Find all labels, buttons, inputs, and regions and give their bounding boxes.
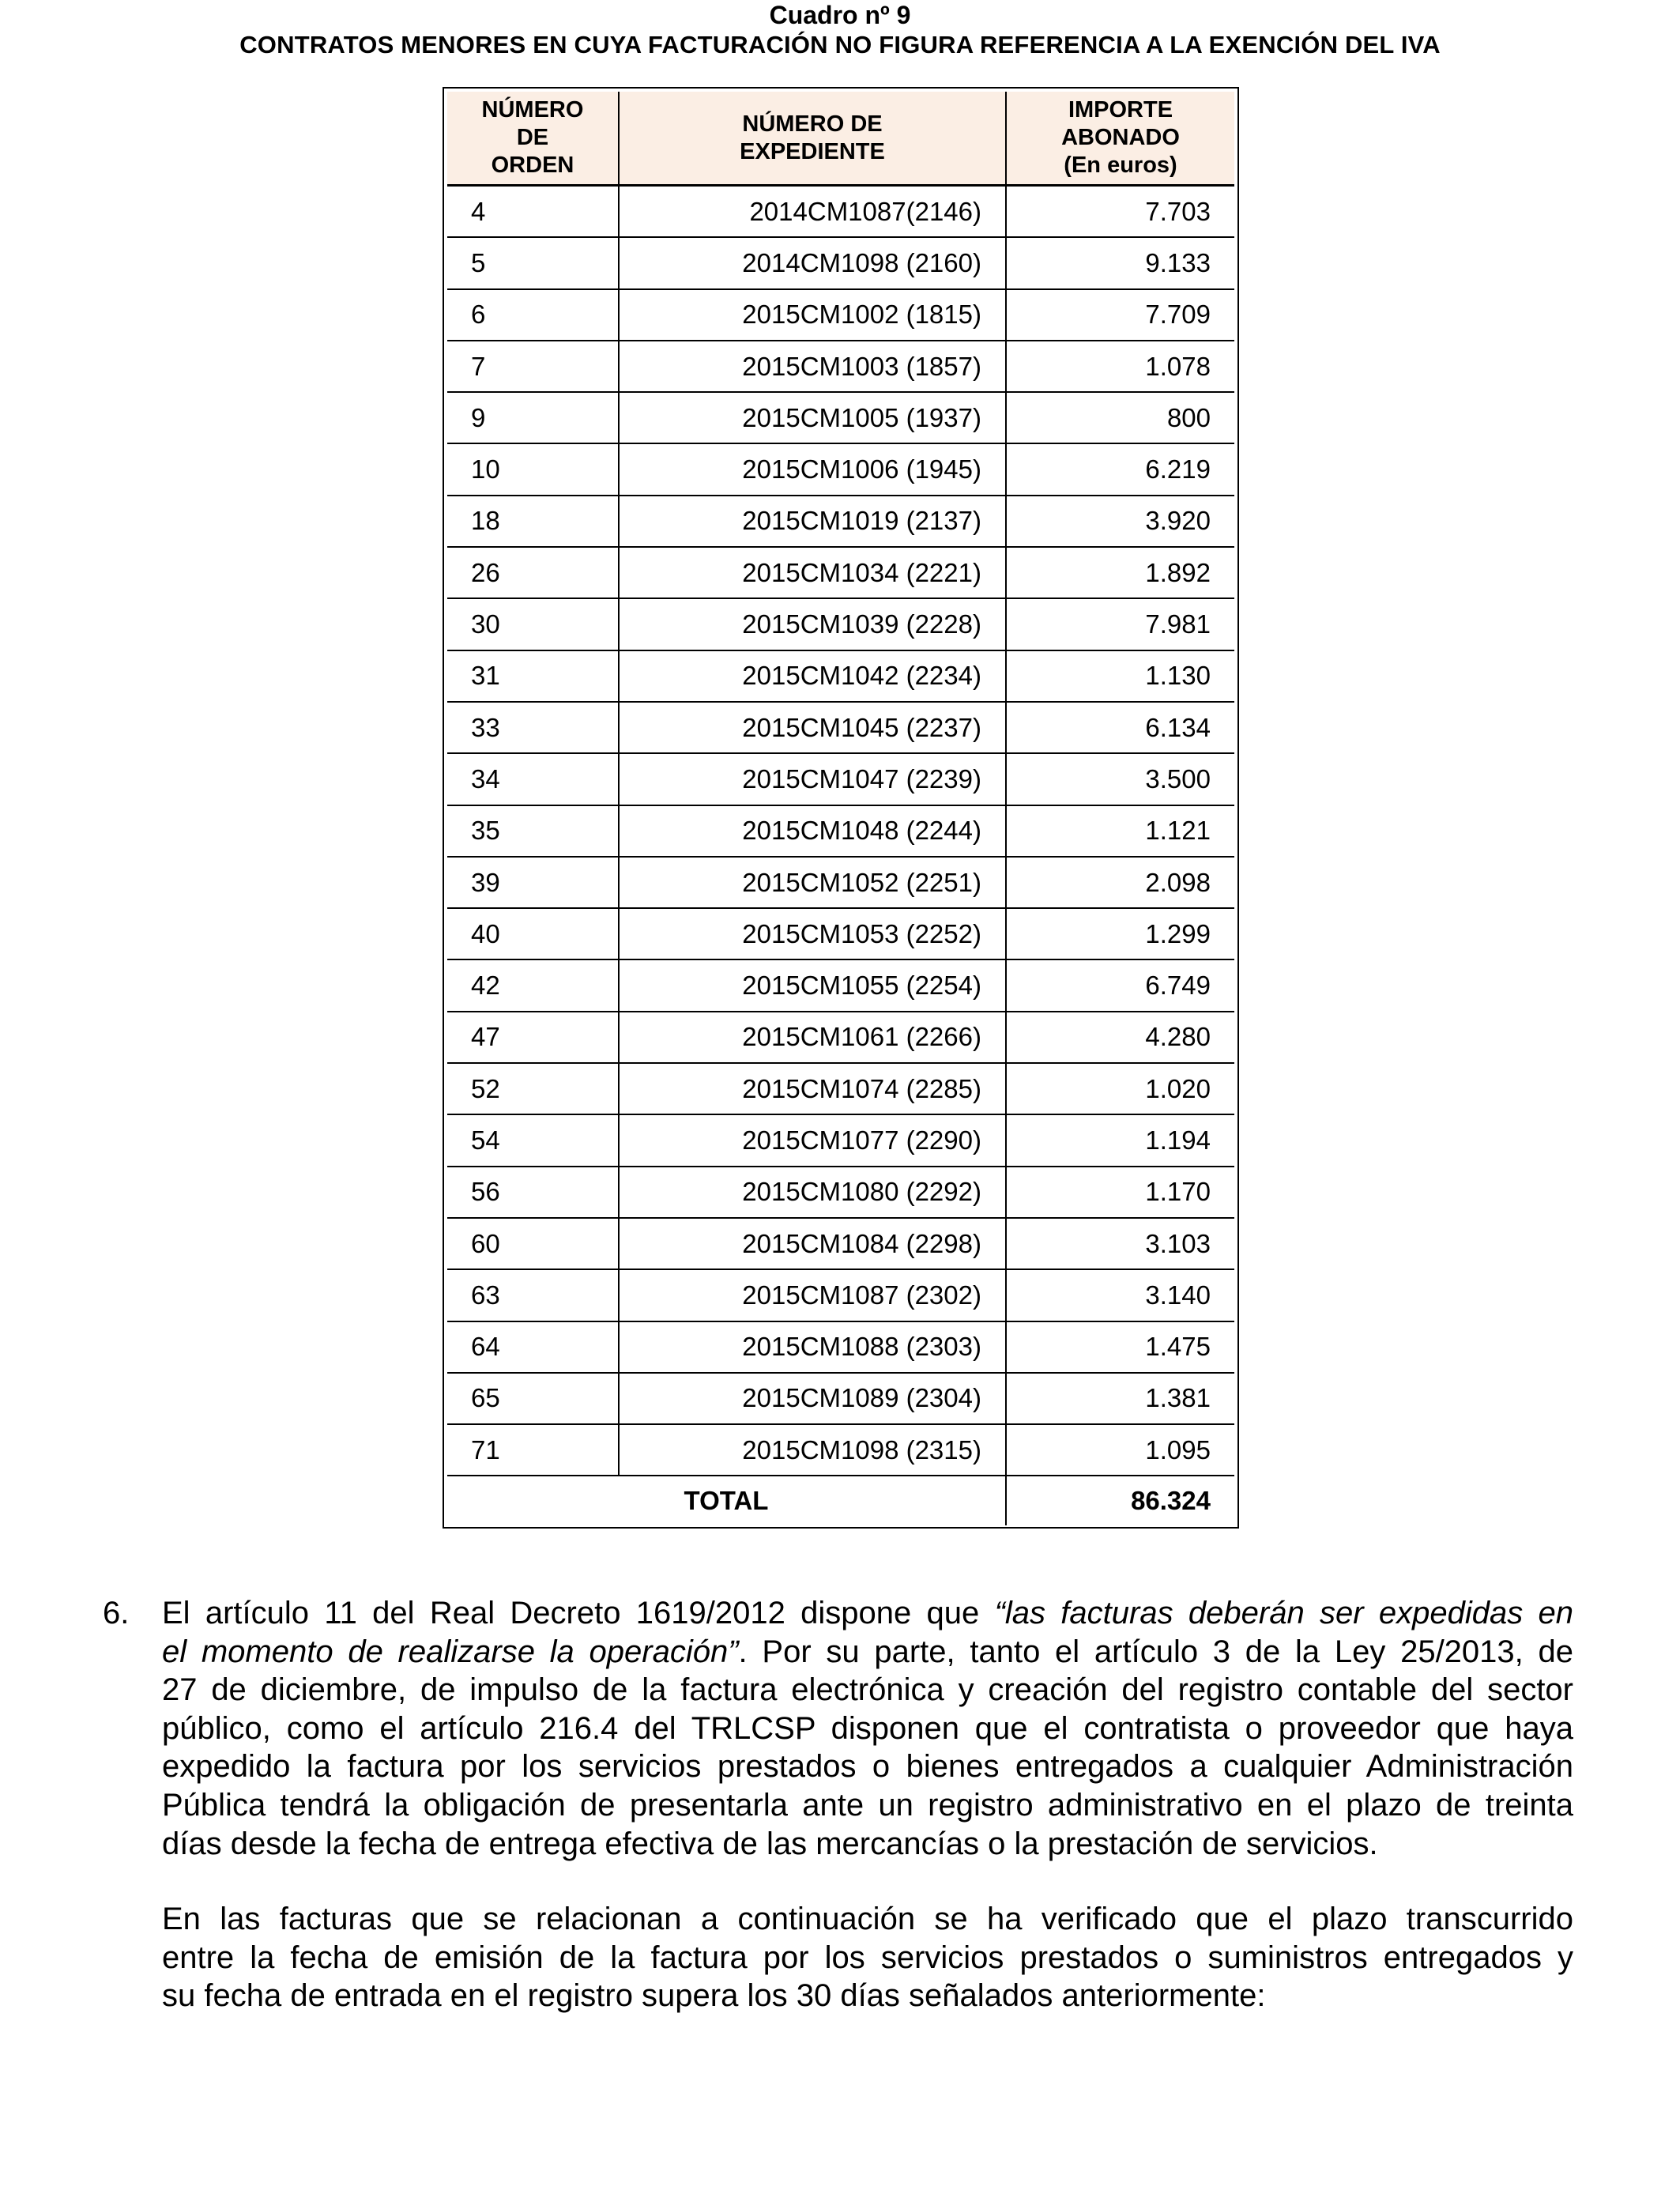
cell-expediente: 2015CM1074 (2285) <box>620 1064 1007 1115</box>
text-segment: Pública tendrá la obligación de presentarla ante un registro administrativo en el plazo de treinta <box>162 1787 1573 1823</box>
cell-importe: 3.920 <box>1007 496 1234 548</box>
text-segment: . Por su parte, tanto el artículo 3 de la Ley 25/2013, de <box>738 1634 1574 1669</box>
table-row <box>447 290 1234 341</box>
cell-numero-orden: 5 <box>447 238 620 289</box>
cell-numero-orden: 33 <box>447 703 620 754</box>
quoted-text: el momento de realizarse la operación” <box>162 1634 739 1669</box>
cell-importe: 1.095 <box>1007 1425 1234 1476</box>
paragraph-line <box>162 1825 1573 1864</box>
cell-numero-orden: 39 <box>447 858 620 909</box>
cell-importe: 9.133 <box>1007 238 1234 289</box>
cell-numero-orden: 47 <box>447 1012 620 1064</box>
text-segment: El artículo 11 del Real Decreto 1619/2012 dispone que <box>162 1596 995 1630</box>
cell-expediente: 2015CM1019 (2137) <box>620 496 1007 548</box>
cell-numero-orden: 63 <box>447 1270 620 1321</box>
paragraph-line: entre la fecha de emisión de la factura por los servicios prestados o suministros entregados y <box>162 1940 1573 1975</box>
table-header-row <box>447 92 1234 187</box>
paragraph-line <box>162 1633 1573 1672</box>
cell-numero-orden: 64 <box>447 1322 620 1374</box>
text-segment: 27 de diciembre, de impulso de la factura electrónica y creación del registro contable del sector <box>162 1672 1573 1708</box>
cell-numero-orden: 34 <box>447 754 620 805</box>
table-row <box>447 1115 1234 1167</box>
table-row <box>447 548 1234 599</box>
contracts-table <box>447 92 1234 1525</box>
text-segment: días desde la fecha de entrega efectiva de las mercancías o la prestación de servicios. <box>162 1826 1378 1861</box>
cell-importe: 1.170 <box>1007 1167 1234 1219</box>
table-row <box>447 960 1234 1012</box>
header-orden-line: ORDEN <box>491 153 574 178</box>
cell-importe: 1.892 <box>1007 548 1234 599</box>
cell-importe: 4.280 <box>1007 1012 1234 1064</box>
cell-numero-orden: 42 <box>447 960 620 1012</box>
paragraph-line <box>162 1594 1573 1633</box>
cell-importe: 6.749 <box>1007 960 1234 1012</box>
cell-expediente: 2015CM1098 (2315) <box>620 1425 1007 1476</box>
table-row <box>447 1270 1234 1321</box>
cell-importe: 3.103 <box>1007 1219 1234 1270</box>
paragraph-line <box>162 1786 1573 1825</box>
table-caption-title: CONTRATOS MENORES EN CUYA FACTURACIÓN NO FIGURA REFERENCIA A LA EXENCIÓN DEL IVA <box>239 31 1441 58</box>
cell-numero-orden: 30 <box>447 599 620 650</box>
cell-importe: 2.098 <box>1007 858 1234 909</box>
cell-expediente: 2015CM1002 (1815) <box>620 290 1007 341</box>
header-orden-line: NÚMERO <box>481 97 584 123</box>
cell-numero-orden: 4 <box>447 187 620 238</box>
table-row <box>447 238 1234 289</box>
table-row <box>447 858 1234 909</box>
paragraph-7 <box>162 1900 1573 2015</box>
header-importe-line: ABONADO <box>1061 125 1180 150</box>
cell-expediente: 2015CM1052 (2251) <box>620 858 1007 909</box>
table-row <box>447 1425 1234 1476</box>
cell-importe: 6.134 <box>1007 703 1234 754</box>
table-row <box>447 1167 1234 1219</box>
paragraph-line <box>162 1671 1573 1710</box>
table-row <box>447 1374 1234 1425</box>
cell-importe: 3.500 <box>1007 754 1234 805</box>
header-expediente-line: EXPEDIENTE <box>740 138 885 164</box>
cell-expediente: 2014CM1098 (2160) <box>620 238 1007 289</box>
header-numero-orden <box>447 92 620 187</box>
cell-expediente: 2015CM1077 (2290) <box>620 1115 1007 1167</box>
cell-expediente: 2015CM1055 (2254) <box>620 960 1007 1012</box>
cell-importe: 1.121 <box>1007 806 1234 858</box>
cell-importe: 3.140 <box>1007 1270 1234 1321</box>
table-row <box>447 187 1234 238</box>
cell-importe: 7.981 <box>1007 599 1234 650</box>
paragraph-line <box>162 1710 1573 1748</box>
contracts-table-frame <box>443 87 1239 1529</box>
cell-expediente: 2015CM1005 (1937) <box>620 393 1007 444</box>
paragraph-6 <box>162 1594 1573 1863</box>
cell-numero-orden: 35 <box>447 806 620 858</box>
cell-numero-orden: 54 <box>447 1115 620 1167</box>
cell-numero-orden: 18 <box>447 496 620 548</box>
cell-numero-orden: 6 <box>447 290 620 341</box>
table-row <box>447 1064 1234 1115</box>
table-row <box>447 599 1234 650</box>
table-body <box>447 187 1234 1525</box>
cell-expediente: 2015CM1087 (2302) <box>620 1270 1007 1321</box>
header-expediente-line: NÚMERO DE <box>742 111 883 137</box>
cell-importe: 7.709 <box>1007 290 1234 341</box>
cell-expediente: 2015CM1039 (2228) <box>620 599 1007 650</box>
header-orden-line: DE <box>516 125 549 150</box>
quoted-text: “las facturas deberán ser expedidas en <box>994 1596 1573 1630</box>
cell-numero-orden: 10 <box>447 444 620 496</box>
text-segment: público, como el artículo 216.4 del TRLCSP disponen que el contratista o proveedor que haya <box>162 1710 1573 1746</box>
header-importe-line: IMPORTE <box>1068 97 1173 123</box>
table-row <box>447 754 1234 805</box>
total-label: TOTAL <box>447 1476 1007 1525</box>
cell-numero-orden: 9 <box>447 393 620 444</box>
header-importe-unit: (En euros) <box>1064 153 1177 178</box>
cell-numero-orden: 40 <box>447 909 620 960</box>
cell-importe: 6.219 <box>1007 444 1234 496</box>
cell-importe: 1.475 <box>1007 1322 1234 1374</box>
cell-numero-orden: 52 <box>447 1064 620 1115</box>
table-row <box>447 1322 1234 1374</box>
cell-numero-orden: 31 <box>447 651 620 703</box>
table-row <box>447 651 1234 703</box>
cell-importe: 1.078 <box>1007 341 1234 393</box>
cell-expediente: 2015CM1047 (2239) <box>620 754 1007 805</box>
cell-importe: 1.194 <box>1007 1115 1234 1167</box>
cell-numero-orden: 71 <box>447 1425 620 1476</box>
cell-expediente: 2015CM1006 (1945) <box>620 444 1007 496</box>
table-row <box>447 806 1234 858</box>
header-numero-expediente <box>620 92 1007 187</box>
cell-expediente: 2015CM1034 (2221) <box>620 548 1007 599</box>
cell-numero-orden: 65 <box>447 1374 620 1425</box>
cell-numero-orden: 60 <box>447 1219 620 1270</box>
paragraph-line: su fecha de entrada en el registro supera los 30 días señalados anteriormente: <box>162 1978 1266 2014</box>
table-row <box>447 1012 1234 1064</box>
cell-numero-orden: 56 <box>447 1167 620 1219</box>
cell-importe: 800 <box>1007 393 1234 444</box>
table-row <box>447 703 1234 754</box>
cell-importe: 1.020 <box>1007 1064 1234 1115</box>
cell-importe: 7.703 <box>1007 187 1234 238</box>
cell-expediente: 2015CM1061 (2266) <box>620 1012 1007 1064</box>
table-row <box>447 1219 1234 1270</box>
cell-expediente: 2015CM1045 (2237) <box>620 703 1007 754</box>
table-caption-number: Cuadro nº 9 <box>769 1 911 29</box>
cell-numero-orden: 7 <box>447 341 620 393</box>
cell-expediente: 2015CM1084 (2298) <box>620 1219 1007 1270</box>
paragraph-line: En las facturas que se relacionan a continuación se ha verificado que el plazo transcurrido <box>162 1902 1573 1936</box>
table-row <box>447 496 1234 548</box>
cell-importe: 1.381 <box>1007 1374 1234 1425</box>
paragraph-line <box>162 1747 1573 1786</box>
table-row <box>447 909 1234 960</box>
cell-expediente: 2015CM1088 (2303) <box>620 1322 1007 1374</box>
table-row <box>447 393 1234 444</box>
cell-expediente: 2015CM1080 (2292) <box>620 1167 1007 1219</box>
paragraph-number: 6. <box>103 1596 130 1630</box>
cell-expediente: 2015CM1089 (2304) <box>620 1374 1007 1425</box>
table-total-row <box>447 1476 1234 1525</box>
cell-expediente: 2015CM1042 (2234) <box>620 651 1007 703</box>
text-segment: expedido la factura por los servicios prestados o bienes entregados a cualquier Administración <box>162 1749 1573 1785</box>
header-importe-abonado <box>1007 92 1234 187</box>
cell-expediente: 2015CM1053 (2252) <box>620 909 1007 960</box>
cell-numero-orden: 26 <box>447 548 620 599</box>
total-value: 86.324 <box>1131 1486 1211 1516</box>
table-row <box>447 444 1234 496</box>
cell-importe: 1.299 <box>1007 909 1234 960</box>
cell-importe: 1.130 <box>1007 651 1234 703</box>
cell-expediente: 2014CM1087(2146) <box>620 187 1007 238</box>
cell-expediente: 2015CM1048 (2244) <box>620 806 1007 858</box>
cell-expediente: 2015CM1003 (1857) <box>620 341 1007 393</box>
table-row <box>447 341 1234 393</box>
